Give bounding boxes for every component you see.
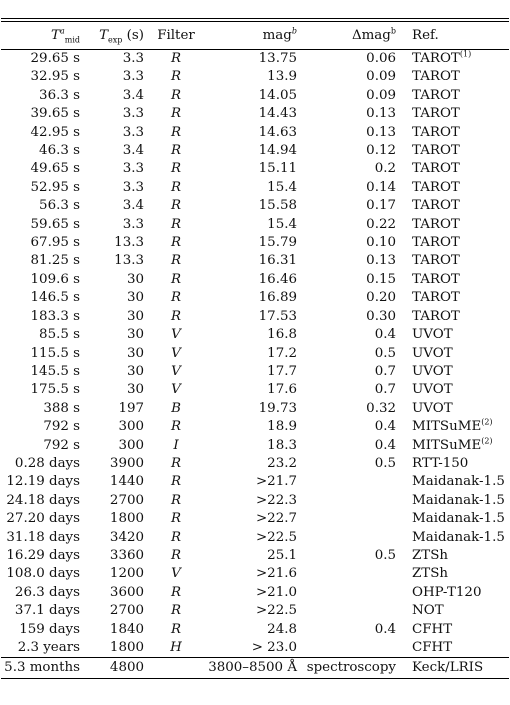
top-rule — [1, 18, 509, 19]
cell-dmag: 0.7 — [374, 363, 396, 379]
cell-texp: 1840 — [109, 621, 144, 637]
col-filter-header: Filter — [157, 28, 195, 43]
cell-dmag: 0.13 — [366, 106, 396, 122]
cell-tmid: 42.95 s — [30, 124, 80, 140]
cell-texp: 13.3 — [114, 253, 144, 269]
spectroscopy-table — [0, 658, 510, 678]
cell-ref: TAROT — [412, 198, 460, 214]
cell-tmid: 115.5 s — [30, 345, 80, 361]
cell-mag: 17.7 — [267, 363, 297, 379]
table-row — [0, 492, 510, 510]
cell-filter: R — [170, 290, 182, 306]
cell-ref: TAROT — [412, 179, 460, 195]
cell-mag: 17.6 — [267, 382, 297, 398]
table-row — [0, 216, 510, 234]
cell-mag: 14.63 — [258, 124, 297, 140]
cell-filter: R — [170, 143, 182, 159]
col-mag-header: mag$^b$ — [262, 26, 297, 43]
cell-dmag — [297, 639, 396, 657]
cell-texp: 1200 — [109, 566, 144, 582]
cell-filter: R — [170, 235, 182, 251]
cell-texp: 3.4 — [122, 198, 144, 214]
cell-texp: 3.3 — [122, 161, 144, 177]
table-row — [0, 124, 510, 142]
cell-tmid: 0.28 days — [14, 455, 80, 471]
cell-mag: 15.58 — [258, 198, 297, 214]
cell-ref: TAROT — [412, 235, 460, 251]
cell-tmid: 2.3 years — [17, 640, 80, 655]
cell-ref: TAROT — [412, 143, 460, 159]
cell-dmag: 0.2 — [374, 161, 396, 177]
cell-mag: 17.2 — [267, 345, 297, 361]
cell-filter: R — [170, 474, 182, 490]
cell-ref: NOT — [412, 603, 444, 619]
table-row — [0, 160, 510, 178]
cell-tmid: 59.65 s — [30, 216, 80, 232]
cell-dmag: 0.12 — [366, 143, 396, 159]
table-row — [0, 584, 510, 602]
cell-tmid: 5.3 months — [4, 660, 80, 676]
cell-filter: R — [170, 455, 182, 471]
cell-ref: Keck/LRIS — [412, 660, 484, 676]
table-row — [0, 602, 510, 620]
cell-texp: 30 — [126, 271, 144, 287]
cell-texp: 3.3 — [122, 51, 144, 66]
cell-filter: V — [171, 566, 181, 582]
cell-dmag: 0.5 — [374, 455, 396, 471]
table-row — [0, 271, 510, 289]
cell-tmid: 37.1 days — [14, 603, 80, 619]
header-rule — [1, 49, 509, 50]
cell-dmag: 0.09 — [366, 69, 396, 85]
cell-ref: OHP-T120 — [412, 584, 482, 600]
cell-dmag: 0.14 — [366, 179, 396, 195]
cell-mag: >21.7 — [255, 474, 297, 490]
cell-mag: >21.0 — [255, 584, 297, 600]
cell-ref: Maidanak-1.5 — [412, 492, 505, 508]
cell-tmid: 145.5 s — [30, 363, 80, 379]
cell-filter: V — [171, 345, 181, 361]
cell-filter: R — [170, 511, 182, 527]
cell-mag: 18.9 — [267, 419, 297, 435]
table-row — [0, 308, 510, 326]
photometry-table-container — [0, 18, 510, 679]
cell-dmag: 0.30 — [366, 308, 396, 324]
cell-mag: 14.43 — [258, 106, 297, 122]
cell-mag: >22.7 — [255, 511, 297, 527]
cell-texp: 3.3 — [122, 124, 144, 140]
cell-texp: 2700 — [109, 492, 144, 508]
cell-dmag — [297, 473, 396, 491]
cell-texp: 3900 — [109, 455, 144, 471]
cell-dmag: 0.10 — [366, 235, 396, 251]
cell-dmag: 0.4 — [374, 437, 396, 453]
table-row — [0, 658, 510, 678]
cell-mag: 19.73 — [258, 400, 297, 416]
cell-ref: TAROT — [412, 216, 460, 232]
cell-tmid: 39.65 s — [30, 106, 80, 122]
cell-texp: 3.4 — [122, 143, 144, 159]
cell-tmid: 388 s — [43, 400, 80, 416]
cell-tmid: 46.3 s — [39, 143, 80, 159]
table-row — [0, 179, 510, 197]
cell-filter: R — [170, 492, 182, 508]
cell-dmag — [297, 529, 396, 547]
cell-filter: R — [170, 547, 182, 563]
table-row — [0, 197, 510, 215]
cell-ref: UVOT — [412, 327, 453, 343]
cell-ref: Maidanak-1.5 — [412, 474, 505, 490]
cell-mag: 16.46 — [258, 271, 297, 287]
table-row — [0, 621, 510, 639]
cell-ref: CFHT — [412, 640, 453, 655]
cell-dmag: 0.5 — [374, 547, 396, 563]
header-row — [0, 22, 510, 50]
cell-filter: V — [171, 382, 181, 398]
cell-texp: 3360 — [109, 547, 144, 563]
cell-mag: 3800–8500 Å — [208, 660, 297, 676]
cell-ref: TAROT — [412, 308, 460, 324]
cell-dmag: spectroscopy — [306, 660, 396, 676]
photometry-table — [0, 22, 510, 657]
cell-dmag: 0.06 — [366, 51, 396, 66]
table-row — [0, 363, 510, 381]
table-row — [0, 639, 510, 657]
cell-ref: Maidanak-1.5 — [412, 529, 505, 545]
cell-dmag: 0.20 — [366, 290, 396, 306]
cell-filter: R — [170, 308, 182, 324]
table-row — [0, 565, 510, 583]
cell-tmid: 108.0 days — [6, 566, 80, 582]
cell-tmid: 24.18 days — [6, 492, 80, 508]
cell-dmag — [297, 565, 396, 583]
cell-tmid: 12.19 days — [6, 474, 80, 490]
cell-dmag: 0.32 — [366, 400, 396, 416]
cell-texp: 3.3 — [122, 69, 144, 85]
col-ref-header: Ref. — [412, 28, 439, 43]
cell-dmag: 0.13 — [366, 253, 396, 269]
cell-texp: 30 — [126, 363, 144, 379]
cell-ref: RTT-150 — [412, 455, 469, 471]
table-row — [0, 87, 510, 105]
table-row — [0, 345, 510, 363]
cell-tmid: 16.29 days — [6, 547, 80, 563]
cell-mag: 15.4 — [267, 216, 297, 232]
cell-filter: R — [170, 179, 182, 195]
cell-tmid: 52.95 s — [30, 179, 80, 195]
cell-filter: R — [170, 584, 182, 600]
cell-texp: 197 — [118, 400, 144, 416]
cell-texp: 1440 — [109, 474, 144, 490]
cell-texp: 1800 — [109, 640, 144, 655]
cell-texp: 3420 — [109, 529, 144, 545]
cell-filter — [144, 658, 208, 678]
cell-ref: ZTSh — [412, 547, 449, 563]
cell-tmid: 56.3 s — [39, 198, 80, 214]
cell-texp: 300 — [118, 437, 144, 453]
cell-filter: B — [171, 400, 181, 416]
cell-filter: R — [170, 529, 182, 545]
cell-filter: I — [173, 437, 179, 453]
cell-filter: R — [170, 161, 182, 177]
cell-filter: V — [171, 327, 181, 343]
cell-dmag: 0.4 — [374, 621, 396, 637]
cell-ref: TAROT$^{(1)}$ — [412, 49, 472, 66]
cell-filter: R — [170, 51, 182, 66]
table-row — [0, 68, 510, 86]
cell-dmag: 0.22 — [366, 216, 396, 232]
cell-mag: 15.79 — [258, 235, 297, 251]
cell-tmid: 26.3 days — [14, 584, 80, 600]
cell-mag: 17.53 — [258, 308, 297, 324]
cell-texp: 2700 — [109, 603, 144, 619]
table-row — [0, 510, 510, 528]
cell-filter: H — [170, 640, 182, 655]
cell-dmag: 0.4 — [374, 327, 396, 343]
cell-tmid: 146.5 s — [30, 290, 80, 306]
table-row — [0, 234, 510, 252]
cell-tmid: 159 days — [19, 621, 80, 637]
cell-filter: V — [171, 363, 181, 379]
cell-tmid: 792 s — [43, 437, 80, 453]
cell-texp: 3.4 — [122, 87, 144, 103]
cell-mag: 13.75 — [258, 51, 297, 66]
cell-tmid: 109.6 s — [30, 271, 80, 287]
cell-texp: 3600 — [109, 584, 144, 600]
cell-tmid: 32.95 s — [30, 69, 80, 85]
cell-tmid: 29.65 s — [30, 51, 80, 66]
cell-filter: R — [170, 419, 182, 435]
cell-ref: UVOT — [412, 382, 453, 398]
cell-filter: R — [170, 124, 182, 140]
table-row — [0, 418, 510, 436]
cell-tmid: 67.95 s — [30, 235, 80, 251]
cell-texp: 300 — [118, 419, 144, 435]
cell-mag: 16.31 — [258, 253, 297, 269]
cell-texp: 1800 — [109, 511, 144, 527]
cell-ref: TAROT — [412, 124, 460, 140]
cell-texp: 3.3 — [122, 179, 144, 195]
cell-filter: R — [170, 106, 182, 122]
col-tmid-header: $T^a_{mid}$ — [51, 26, 80, 45]
cell-mag: 25.1 — [267, 547, 297, 563]
table-row — [0, 437, 510, 455]
table-body — [0, 50, 510, 657]
cell-dmag — [297, 492, 396, 510]
cell-filter: R — [170, 271, 182, 287]
cell-mag: 23.2 — [267, 455, 297, 471]
cell-ref: Maidanak-1.5 — [412, 511, 505, 527]
cell-ref: CFHT — [412, 621, 453, 637]
cell-ref: MITSuME$^{(2)}$ — [412, 417, 493, 435]
cell-dmag: 0.5 — [374, 345, 396, 361]
cell-ref: TAROT — [412, 253, 460, 269]
cell-dmag: 0.4 — [374, 419, 396, 435]
table-row — [0, 142, 510, 160]
cell-filter: R — [170, 69, 182, 85]
bottom-rule — [1, 678, 509, 679]
table-row — [0, 400, 510, 418]
cell-texp: 13.3 — [114, 235, 144, 251]
cell-dmag — [297, 602, 396, 620]
cell-texp: 3.3 — [122, 216, 144, 232]
cell-texp: 30 — [126, 345, 144, 361]
cell-texp: 30 — [126, 290, 144, 306]
cell-mag: 16.89 — [258, 290, 297, 306]
table-row — [0, 529, 510, 547]
cell-ref: TAROT — [412, 87, 460, 103]
cell-texp: 4800 — [109, 660, 144, 676]
cell-filter: R — [170, 621, 182, 637]
cell-dmag — [297, 584, 396, 602]
cell-mag: 16.8 — [267, 327, 297, 343]
cell-dmag: 0.17 — [366, 198, 396, 214]
cell-ref: UVOT — [412, 363, 453, 379]
cell-tmid: 31.18 days — [6, 529, 80, 545]
cell-mag: > 23.0 — [251, 640, 297, 655]
cell-filter: R — [170, 603, 182, 619]
cell-filter: R — [170, 253, 182, 269]
cell-ref: TAROT — [412, 290, 460, 306]
cell-tmid: 27.20 days — [6, 511, 80, 527]
cell-tmid: 792 s — [43, 419, 80, 435]
cell-tmid: 36.3 s — [39, 87, 80, 103]
cell-tmid: 175.5 s — [30, 382, 80, 398]
cell-texp: 30 — [126, 308, 144, 324]
cell-dmag: 0.15 — [366, 271, 396, 287]
cell-ref: MITSuME$^{(2)}$ — [412, 436, 493, 453]
table-row — [0, 50, 510, 68]
cell-dmag — [297, 510, 396, 528]
table-row — [0, 289, 510, 307]
cell-texp: 30 — [126, 327, 144, 343]
cell-filter: R — [170, 198, 182, 214]
cell-ref: UVOT — [412, 345, 453, 361]
cell-ref: TAROT — [412, 69, 460, 85]
cell-dmag: 0.13 — [366, 124, 396, 140]
cell-dmag: 0.7 — [374, 382, 396, 398]
cell-tmid: 49.65 s — [30, 161, 80, 177]
cell-filter: R — [170, 87, 182, 103]
cell-ref: ZTSh — [412, 566, 449, 582]
cell-ref: TAROT — [412, 106, 460, 122]
cell-mag: 24.8 — [267, 621, 297, 637]
cell-mag: 14.05 — [258, 87, 297, 103]
cell-ref: UVOT — [412, 400, 453, 416]
cell-mag: >22.3 — [255, 492, 297, 508]
cell-mag: >22.5 — [255, 603, 297, 619]
table-row — [0, 455, 510, 473]
cell-texp: 3.3 — [122, 106, 144, 122]
table-row — [0, 473, 510, 491]
table-row — [0, 252, 510, 270]
cell-mag: 18.3 — [267, 437, 297, 453]
cell-mag: 15.11 — [258, 161, 297, 177]
table-row — [0, 326, 510, 344]
table-row — [0, 105, 510, 123]
cell-tmid: 81.25 s — [30, 253, 80, 269]
cell-mag: >21.6 — [255, 566, 297, 582]
col-dmag-header: Δmag$^b$ — [351, 26, 396, 43]
col-texp-header: $T_{exp}$ (s) — [99, 28, 144, 45]
cell-ref: TAROT — [412, 271, 460, 287]
cell-mag: 13.9 — [267, 69, 297, 85]
cell-tmid: 85.5 s — [39, 327, 80, 343]
cell-texp: 30 — [126, 382, 144, 398]
table-row — [0, 381, 510, 399]
table-row — [0, 547, 510, 565]
cell-mag: >22.5 — [255, 529, 297, 545]
cell-filter: R — [170, 216, 182, 232]
cell-ref: TAROT — [412, 161, 460, 177]
cell-dmag: 0.09 — [366, 87, 396, 103]
cell-mag: 14.94 — [258, 143, 297, 159]
cell-mag: 15.4 — [267, 179, 297, 195]
cell-tmid: 183.3 s — [30, 308, 80, 324]
